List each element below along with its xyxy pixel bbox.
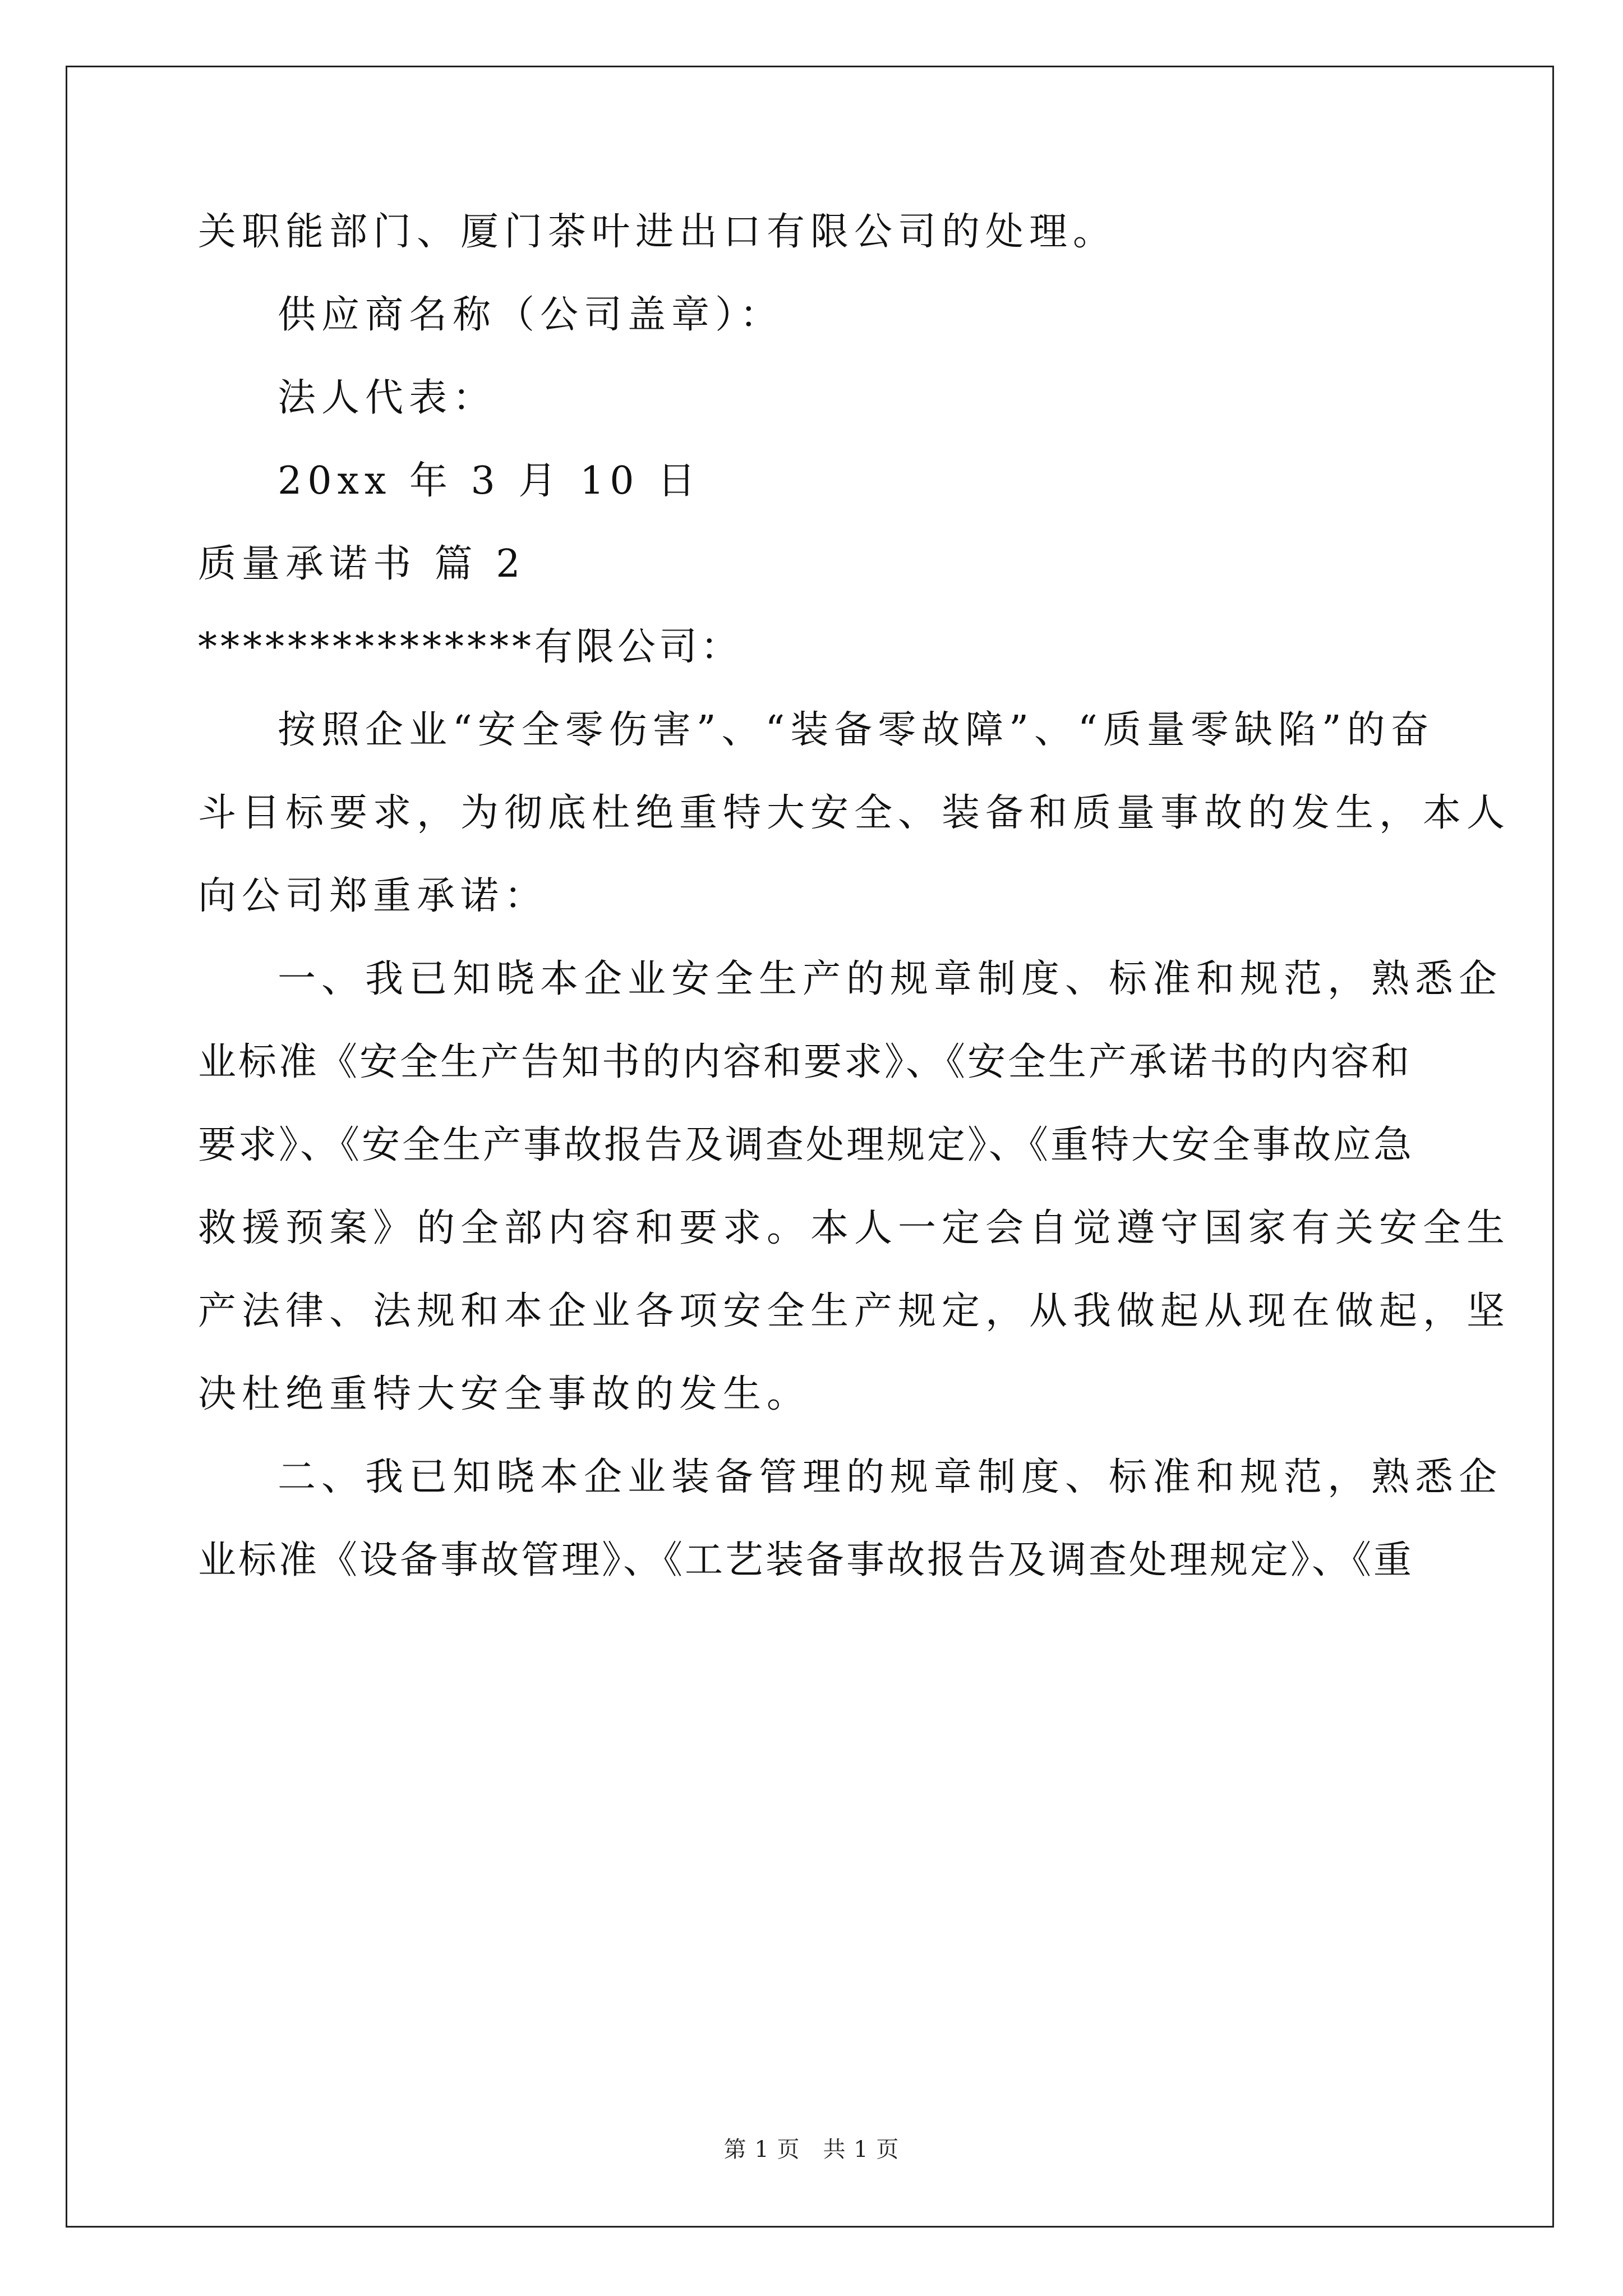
paragraph-line: 按照企业“安全零伤害”、“装备零故障”、“质量零缺陷”的奋 bbox=[278, 708, 1435, 752]
paragraph-line: 斗目标要求，为彻底杜绝重特大安全、装备和质量事故的发生，本人 bbox=[198, 791, 1511, 835]
paragraph-line: 决杜绝重特大安全事故的发生。 bbox=[198, 1372, 811, 1416]
paragraph-line: 向公司郑重承诺： bbox=[198, 874, 548, 918]
page-number-footer: 第 1 页 共 1 页 bbox=[723, 2137, 900, 2162]
paragraph-line: 要求》、《安全生产事故报告及调查处理规定》、《重特大安全事故应急 bbox=[198, 1123, 1414, 1167]
paragraph-line: 业标准《设备事故管理》、《工艺装备事故报告及调查处理规定》、《重 bbox=[198, 1538, 1414, 1582]
paragraph-line: 救援预案》的全部内容和要求。本人一定会自觉遵守国家有关安全生 bbox=[198, 1206, 1511, 1250]
paragraph-line: 业标准《安全生产告知书的内容和要求》、《安全生产承诺书的内容和 bbox=[198, 1040, 1412, 1084]
legal-rep-line: 法人代表： bbox=[278, 376, 497, 420]
paragraph-line: 二、我已知晓本企业装备管理的规章制度、标准和规范，熟悉企 bbox=[278, 1455, 1503, 1499]
paragraph-line: 产法律、法规和本企业各项安全生产规定，从我做起从现在做起，坚 bbox=[198, 1289, 1511, 1333]
addressee-line: ***************有限公司： bbox=[198, 625, 743, 669]
section-title: 质量承诺书 篇 2 bbox=[198, 542, 526, 586]
date-line: 20xx 年 3 月 10 日 bbox=[278, 459, 702, 503]
supplier-name-line: 供应商名称（公司盖章）： bbox=[278, 293, 784, 337]
text-line: 关职能部门、厦门茶叶进出口有限公司的处理。 bbox=[198, 210, 1117, 254]
paragraph-line: 一、我已知晓本企业安全生产的规章制度、标准和规范，熟悉企 bbox=[278, 957, 1503, 1001]
